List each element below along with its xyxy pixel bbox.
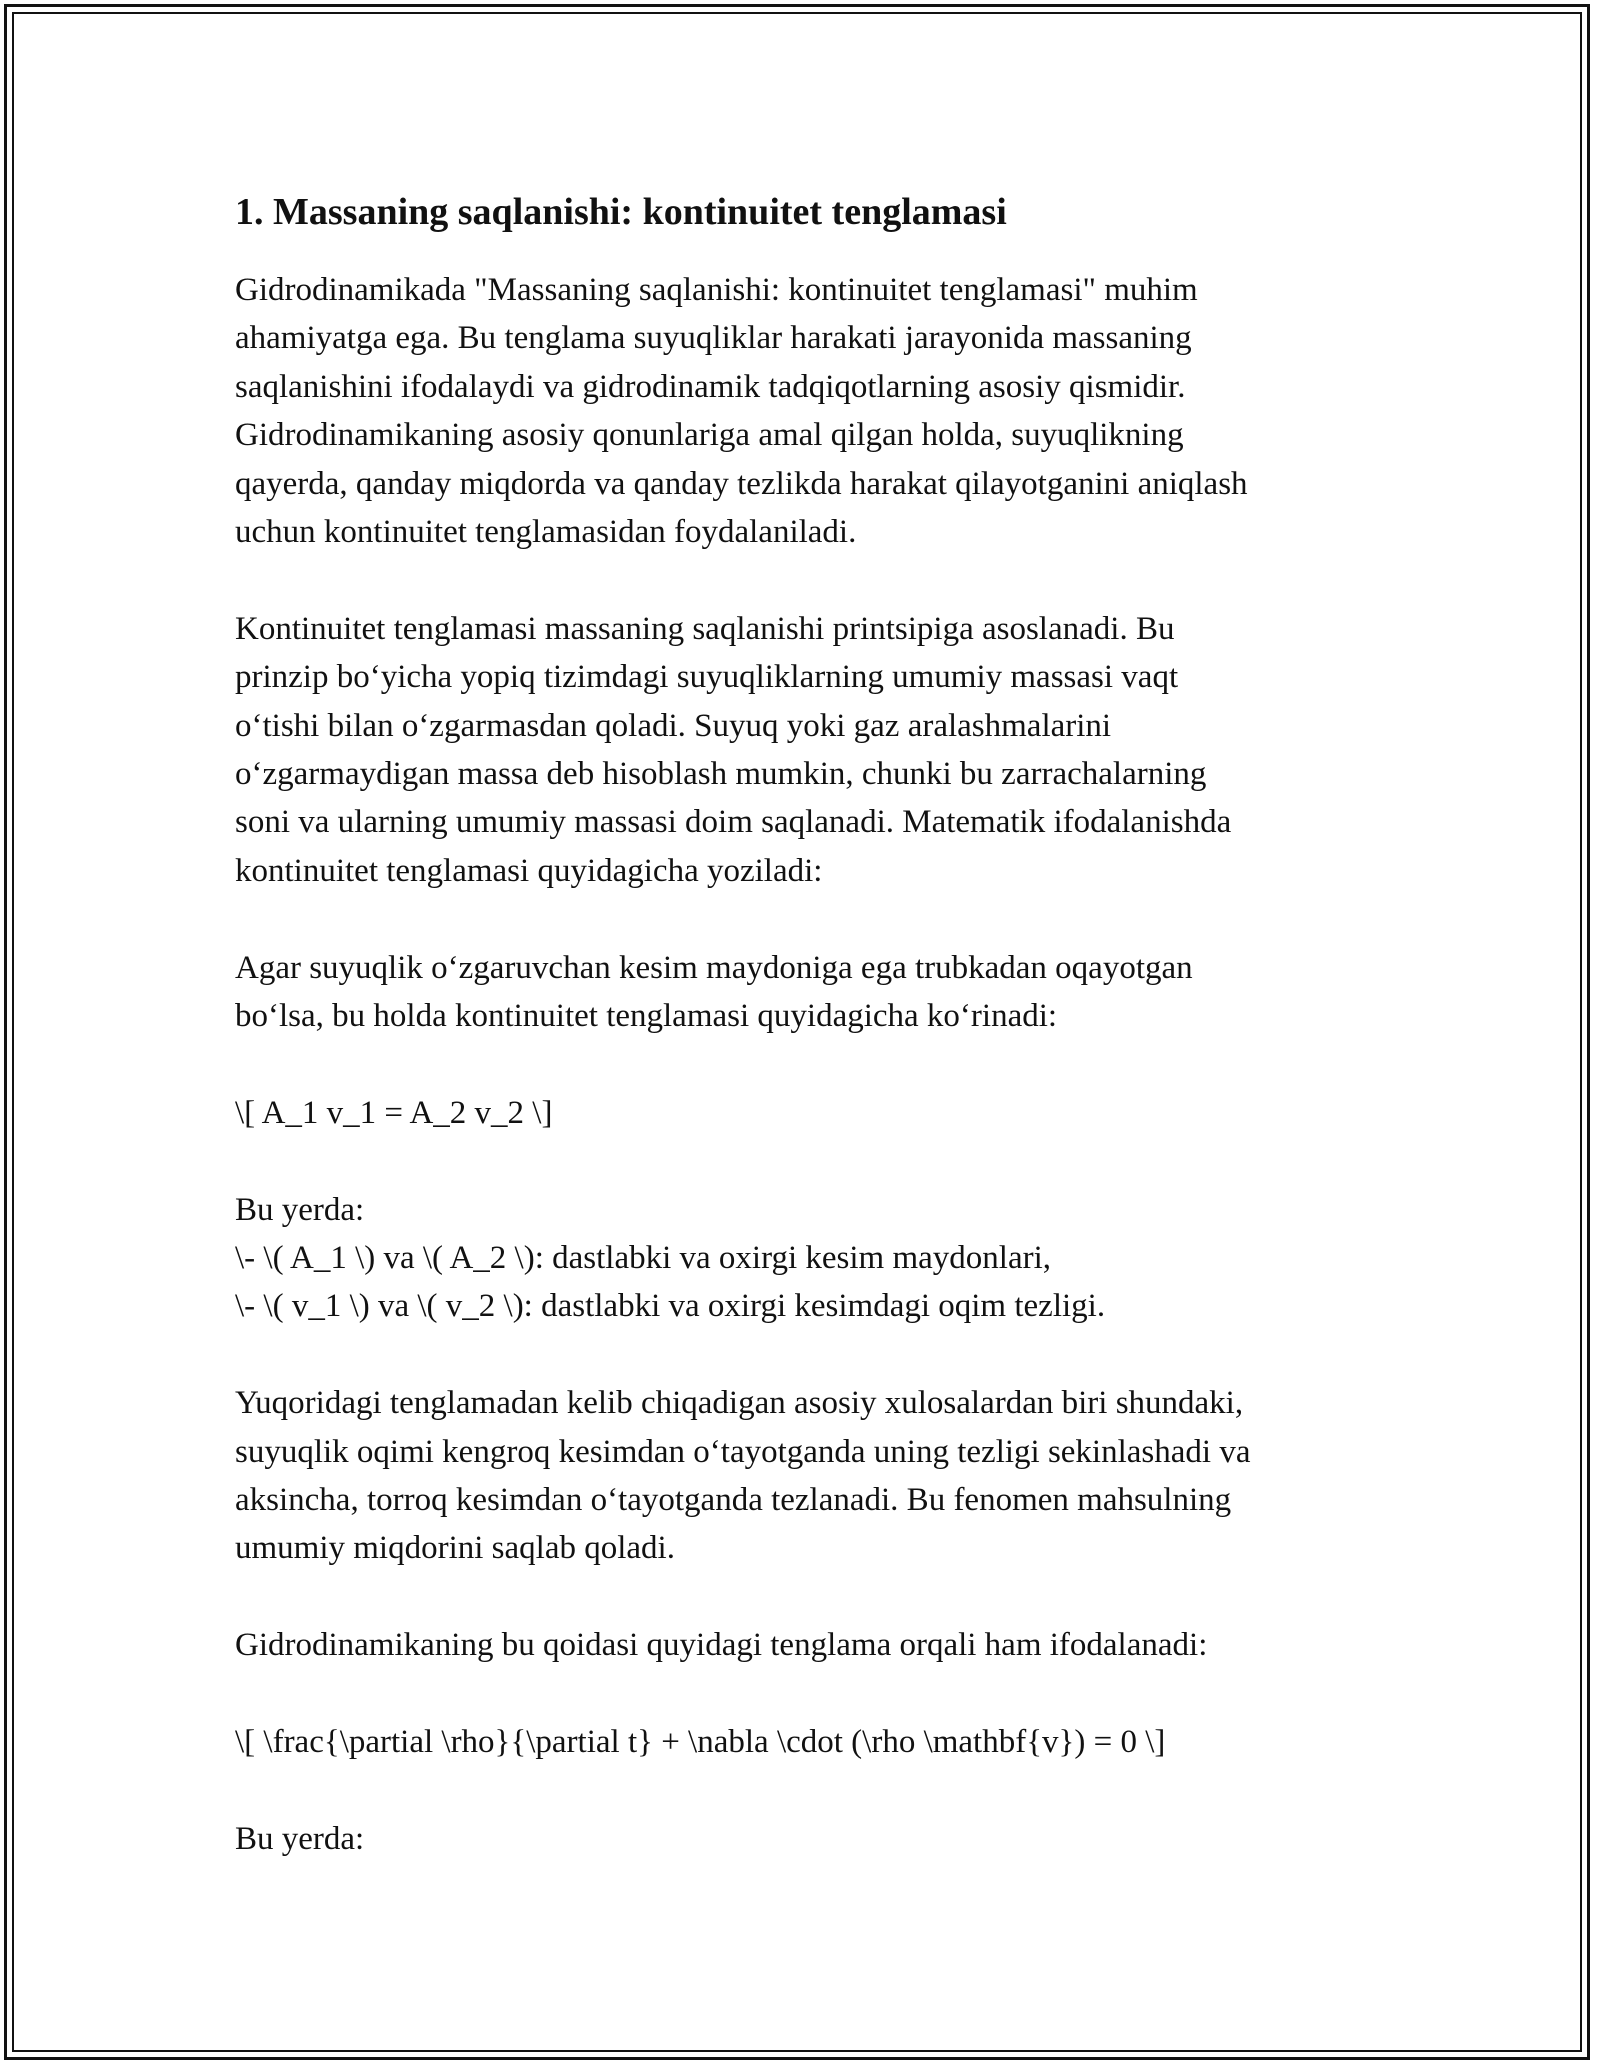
paragraph-gap — [235, 1573, 1375, 1621]
paragraph-gap — [235, 895, 1375, 943]
equation-continuity: \[ A_1 v_1 = A_2 v_2 \] — [235, 1094, 553, 1131]
paragraph-gap — [235, 1137, 1375, 1185]
document-body — [235, 186, 1375, 1863]
paragraph-intro: Gidrodinamikada "Massaning saqlanishi: kontinuitet tenglamasi" muhim ahamiyatga ega. Bu tenglama suyuqliklar harakati jarayonida massaning saqlanishini ifodalaydi va gidrodinamik tadqiqotlarning asosiy qismidir. Gidrodinamikaning asosiy qonunlariga amal qilgan holda, suyuqlikning qayerda, qanday miqdorda va qanday tezlikda harakat qilayotganini aniqlash uchun kontinuitet tenglamasidan foydalaniladi. — [235, 272, 1248, 551]
paragraph-principle: Kontinuitet tenglamasi massaning saqlanishi printsipiga asoslanadi. Bu prinzip bo‘yicha yopiq tizimdagi suyuqliklarning umumiy massasi vaqt o‘tishi bilan o‘zgarmasdan qoladi. Suyuq yoki gaz aralashmalarini o‘zgarmaydigan massa deb hisoblash mumkin, chunki bu zarrachalarning soni va ularning umumiy massasi doim saqlanadi. Matematik ifodalanishda kontinuitet tenglamasi quyidagicha yoziladi: — [235, 610, 1232, 889]
section-heading: 1. Massaning saqlanishi: kontinuitet tenglamasi — [235, 191, 1007, 233]
equation-differential: \[ \frac{\partial \rho}{\partial t} + \nabla \cdot (\rho \mathbf{v}) = 0 \] — [235, 1724, 1166, 1761]
paragraph-pipe: Agar suyuqlik o‘zgaruvchan kesim maydoniga ega trubkadan oqayotgan bo‘lsa, bu holda kontinuitet tenglamasi quyidagicha ko‘rinadi: — [235, 949, 1193, 1035]
paragraph-gap — [235, 556, 1375, 604]
paragraph-conclusion: Yuqoridagi tenglamadan kelib chiqadigan asosiy xulosalardan biri shundaki, suyuqlik oqimi kengroq kesimdan o‘tayotganda uning tezligi sekinlashadi va aksincha, torroq kesimdan o‘tayotganda tezlanadi. Bu fenomen mahsulning umumiy miqdorini saqlab qoladi. — [235, 1385, 1251, 1567]
paragraph-gap — [235, 1766, 1375, 1814]
paragraph-definitions: Bu yerda: \- \( A_1 \) va \( A_2 \): dastlabki va oxirgi kesim maydonlari, \- \( v_1 \) va \( v_2 \): dastlabki va oxirgi kesimdagi oqim tezligi. — [235, 1191, 1106, 1325]
paragraph-where: Bu yerda: — [235, 1820, 365, 1857]
paragraph-gap — [235, 1331, 1375, 1379]
paragraph-gap — [235, 1040, 1375, 1088]
paragraph-rule: Gidrodinamikaning bu qoidasi quyidagi tenglama orqali ham ifodalanadi: — [235, 1627, 1208, 1664]
paragraph-gap — [235, 1670, 1375, 1718]
